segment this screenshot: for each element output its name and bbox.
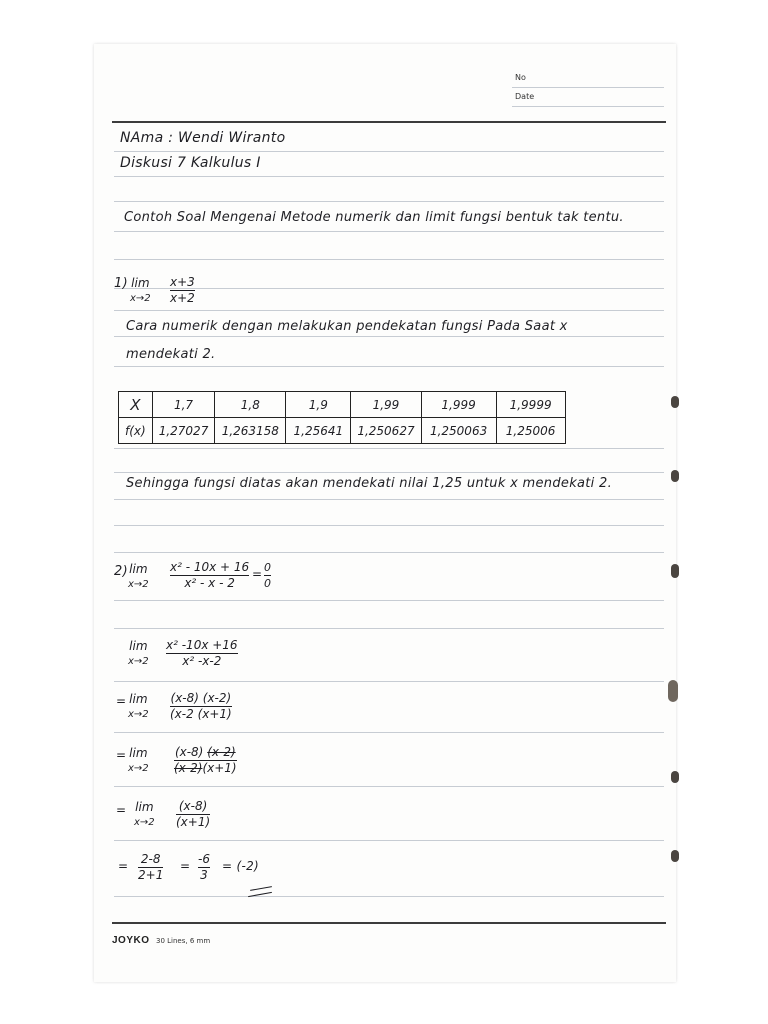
numerator: (x-8) [178, 799, 208, 813]
line [114, 525, 664, 526]
problem1-fraction [170, 275, 195, 306]
table-cell: 1,27027 [152, 418, 215, 444]
numerator: 0 [264, 561, 271, 574]
table-cell: 1,8 [215, 392, 286, 418]
lim-approach: x→2 [128, 709, 149, 720]
double-underline [250, 886, 272, 891]
table-cell: 1,250627 [351, 418, 421, 444]
table-row-x [119, 392, 566, 418]
step1-limit [128, 639, 149, 669]
lim-label: lim [129, 639, 148, 653]
binder-hole [671, 564, 679, 578]
date-rule [512, 106, 664, 107]
lim-label: lim [131, 276, 150, 290]
line [114, 472, 664, 473]
numerator [175, 745, 236, 760]
binder-hole [668, 680, 678, 702]
cancelled-factor: (x-2) [207, 745, 236, 759]
lim-approach: x→2 [128, 763, 149, 774]
line [114, 681, 664, 682]
line [114, 231, 664, 232]
problem1-conclusion: Sehingga fungsi diatas akan mendekati nilai 1,25 untuk x mendekati 2. [126, 476, 613, 491]
table-cell: 1,25641 [286, 418, 351, 444]
line [114, 552, 664, 553]
line [114, 600, 664, 601]
problem2-limit [128, 562, 149, 592]
table-row-fx [119, 418, 566, 444]
lim-label: lim [129, 562, 148, 576]
numerator: -6 [198, 852, 210, 866]
denominator: x² - x - 2 [184, 576, 235, 590]
numerator: x² -10x +16 [166, 638, 238, 652]
line [114, 840, 664, 841]
line [114, 732, 664, 733]
denominator: 2+1 [138, 868, 164, 882]
line [114, 259, 664, 260]
binder-hole [671, 396, 679, 408]
brand-logo: JOYKO [112, 935, 150, 946]
table-cell: 1,250063 [421, 418, 496, 444]
table-cell: 1,7 [152, 392, 215, 418]
table-cell: 1,263158 [215, 418, 286, 444]
final-fraction-1 [138, 852, 163, 883]
final-fraction-2 [198, 852, 210, 883]
step1-fraction [166, 638, 238, 669]
top-rule [112, 121, 666, 123]
table-cell: 1,99 [351, 392, 421, 418]
table-cell: 1,9999 [496, 392, 565, 418]
line [114, 151, 664, 152]
binder-hole [671, 850, 679, 862]
numerator: x+3 [170, 275, 195, 289]
lim-label: lim [129, 692, 148, 706]
topic-heading: Contoh Soal Mengenai Metode numerik dan limit fungsi bentuk tak tentu. [124, 210, 624, 225]
lim-approach: x→2 [130, 293, 151, 304]
numerator: x² - 10x + 16 [170, 560, 250, 574]
lim-approach: x→2 [128, 656, 149, 667]
equals-sign: = [180, 859, 191, 873]
problem1-explanation-1: Cara numerik dengan melakukan pendekatan fungsi Pada Saat x [126, 319, 568, 334]
table-cell: 1,999 [421, 392, 496, 418]
line [114, 628, 664, 629]
step4-limit [134, 800, 155, 830]
step3-limit [128, 746, 149, 776]
lim-label: lim [129, 746, 148, 760]
line [114, 786, 664, 787]
lim-approach: x→2 [134, 817, 155, 828]
step2-fraction [170, 691, 232, 722]
notebook-page [94, 44, 676, 982]
step4-fraction [176, 799, 210, 830]
step2-limit [128, 692, 149, 722]
date-label: Date [515, 92, 535, 101]
problem1-explanation-2: mendekati 2. [126, 347, 216, 362]
denominator: x+2 [170, 291, 195, 305]
factor: (x+1) [202, 761, 237, 775]
student-name: NAma : Wendi Wiranto [120, 130, 286, 146]
denominator: x² -x-2 [182, 654, 222, 668]
line [114, 499, 664, 500]
line [114, 288, 664, 289]
line [114, 448, 664, 449]
line [114, 896, 664, 897]
denominator: 3 [200, 868, 208, 882]
numerator: (x-8) (x-2) [170, 691, 232, 705]
table-cell: 1,9 [286, 392, 351, 418]
final-result: = (-2) [222, 859, 259, 873]
denominator: (x+1) [176, 815, 211, 829]
line [114, 366, 664, 367]
problem1-limit [130, 276, 151, 306]
binder-hole [671, 470, 679, 482]
equals-sign: = [116, 803, 127, 817]
line [114, 336, 664, 337]
line [114, 310, 664, 311]
table-label-fx: f(x) [119, 418, 153, 444]
indeterminate-form [264, 560, 271, 591]
equals-sign: = [116, 694, 127, 708]
no-label: No [515, 73, 526, 82]
numerator: 2-8 [140, 852, 161, 866]
line [114, 201, 664, 202]
equals-sign: = [116, 748, 127, 762]
problem2-fraction [170, 560, 249, 591]
table-label-x: X [119, 392, 153, 418]
denominator: 0 [264, 577, 271, 590]
equals-sign: = [252, 567, 263, 581]
value-table [118, 391, 566, 444]
bottom-rule [112, 922, 666, 924]
factor: (x-8) [174, 745, 204, 759]
problem1-number: 1) [114, 276, 128, 291]
step3-fraction [174, 745, 237, 776]
cancelled-factor: (x-2) [174, 761, 203, 775]
line [114, 176, 664, 177]
lim-approach: x→2 [128, 579, 149, 590]
paper-spec: 30 Lines, 6 mm [156, 937, 211, 945]
table-cell: 1,25006 [496, 418, 565, 444]
denominator [174, 761, 237, 776]
problem2-number: 2) [114, 564, 128, 579]
equals-sign: = [118, 859, 129, 873]
lim-label: lim [135, 800, 154, 814]
denominator: (x-2 (x+1) [170, 707, 232, 721]
binder-hole [671, 771, 679, 783]
no-rule [512, 87, 664, 88]
course-title: Diskusi 7 Kalkulus I [120, 155, 261, 171]
